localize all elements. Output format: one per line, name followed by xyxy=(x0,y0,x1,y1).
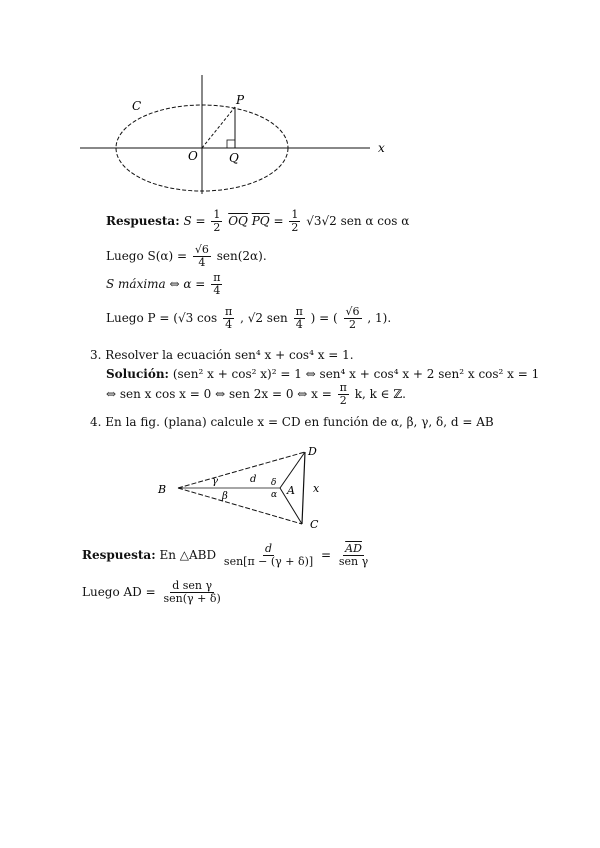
answer4-line: Respuesta: En △ABD $\frac{d}{\text{sen[π − (γ + δ)]}}$ = $\frac{\overline{AD}}{\text{sen γ}}$ xyxy=(82,542,369,568)
item3-solution-line1: Solución: (sen² x + cos² x)² = 1 ⇔ sen⁴ x + cos⁴ x + 2 sen² x cos² x = 1 xyxy=(106,367,540,381)
label-C2: C xyxy=(310,518,319,531)
label-x: x xyxy=(378,141,385,155)
answer-label: Respuesta: xyxy=(106,214,180,228)
triangle-figure xyxy=(150,440,340,535)
answer1-line: Respuesta: S = $\frac{1}{2}$ $\overline{OQ}$ $\overline{PQ}$ = $\frac{1}{2}$ √3√2 sen α cos α xyxy=(106,208,410,234)
label-Q: Q xyxy=(229,151,239,165)
label-P: P xyxy=(236,93,245,107)
label-O: O xyxy=(188,149,198,163)
label-delta: δ xyxy=(271,478,277,488)
label-alpha: α xyxy=(271,490,278,500)
label-B: B xyxy=(158,483,167,496)
label-C: C xyxy=(132,99,142,113)
item4-title: 4. En la fig. (plana) calcule x = CD en función de α, β, γ, δ, d = AB xyxy=(90,415,494,429)
item3-solution-line2: ⇔ sen x cos x = 0 ⇔ sen 2x = 0 ⇔ x = $\frac{\pi}{2}$ k, k ∈ ℤ. xyxy=(106,381,406,407)
item3-title: 3. Resolver la ecuación sen⁴ x + cos⁴ x = 1. xyxy=(90,348,354,362)
label-x2: x xyxy=(313,482,320,495)
label-D: D xyxy=(308,445,317,458)
s-maxima: S máxima ⇔ α = $\frac{\pi}{4}$ xyxy=(106,271,221,297)
label-beta: β xyxy=(222,491,228,502)
ellipse-figure xyxy=(70,70,400,200)
label-A: A xyxy=(287,484,295,497)
label-d: d xyxy=(250,474,257,485)
answer4-luego: Luego AD = $\frac{\text{d sen γ}}{\text{sen(γ + δ)}}$ xyxy=(82,579,221,605)
luego-s-alpha: Luego S(α) = $\frac{√6}{4}$ sen(2α). xyxy=(106,243,267,269)
luego-p: Luego P = (√3 cos $\frac{\pi}{4}$ , √2 sen $\frac{\pi}{4}$ ) = ( $\frac{√6}{2}$ , 1). xyxy=(106,305,392,331)
label-gamma: γ xyxy=(212,476,218,487)
